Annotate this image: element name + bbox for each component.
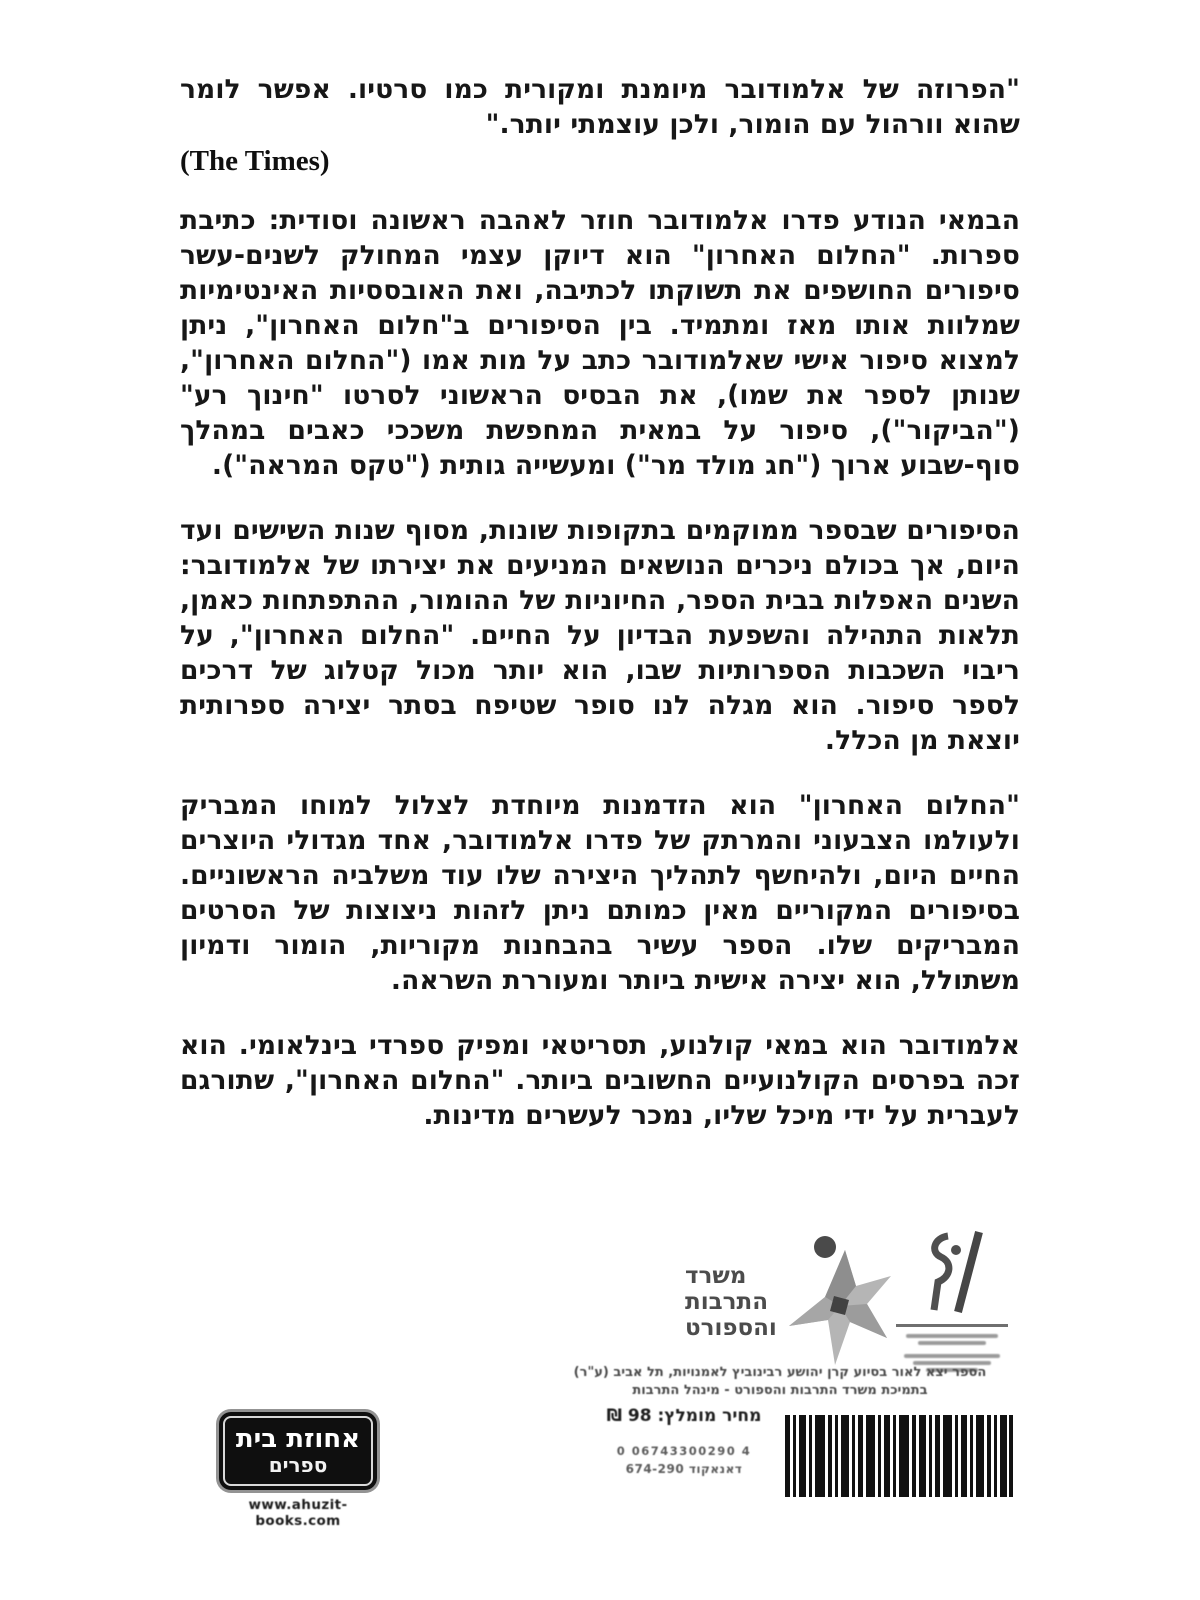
ministry-label-line: משרד	[685, 1263, 747, 1289]
publisher-block	[208, 1412, 388, 1529]
quote-attribution: (The Times)	[180, 145, 330, 177]
foundation-divider	[896, 1324, 1008, 1327]
rabinovich-foundation-logo	[896, 1228, 1008, 1375]
press-quote: "הפרוזה של אלמודובר מיומנת ומקורית כמו סרטיו. אפשר לומר שהוא וורהול עם הומור, ולכן עוצמתי יותר."	[180, 74, 1020, 140]
body-paragraph: אלמודובר הוא במאי קולנוע, תסריטאי ומפיק ספרדי בינלאומי. הוא זכה בפרסים הקולנועיים החשובים ביותר. "החלום האחרון", שתורגם לעברית על ידי מיכל שליו, נמכר לעשרים מדינות.	[180, 1030, 1020, 1131]
ministry-label-line: והספורט	[685, 1315, 777, 1341]
funding-credit	[540, 1364, 1020, 1400]
body-paragraph: הסיפורים שבספר ממוקמים בתקופות שונות, מסוף שנות השישים ועד היום, אך בכולם ניכרים הנושאים המניעים את יצירתו של אלמודובר: השנים האפלות בבית הספר, החיוניות של ההומור, ההתפתחות כאמן, תלאות התהילה והשפעת הבדיון על החיים. "החלום האחרון", על ריבוי השכבות הספרותיות שבו, הוא יותר מכול קטלוג של דרכים לספר סיפור. הוא מגלה לנו סופר שטיפח בסתר יצירה ספרותית יוצאת מן הכלל.	[180, 515, 1020, 756]
small-print-line	[904, 1354, 1000, 1358]
publisher-logo	[219, 1412, 377, 1490]
credit-line: בתמיכת משרד התרבות והספורט - מינהל התרבות	[632, 1383, 928, 1398]
publisher-name: אחוזת בית	[235, 1424, 361, 1454]
body-paragraph: "החלום האחרון" הוא הזדמנות מיוחדת לצלול למוחו המבריק ולעולמו הצבעוני והמרתק של פדרו אלמודובר, אחד מגדולי היוצרים החיים היום, ולהיחשף לתהליך היצירה שלו עוד משלביה הראשוניים. בסיפורים המקוריים מאין כמותם ניתן לזהות ניצוצות של הסרטים המבריקים שלו. הספר עשיר בהבחנות מקוריות, הומור ודמיון משתולל, הוא יצירה אישית ביותר ומעוררת השראה.	[180, 790, 1020, 996]
ministry-logo-label	[685, 1263, 777, 1341]
barcode-number: 0 06743300290 4	[616, 1444, 752, 1458]
star-figure-icon	[781, 1234, 899, 1370]
ministry-of-culture-logo	[685, 1234, 899, 1370]
small-print-line	[906, 1334, 998, 1338]
credit-line: הספר יצא לאור בסיוע קרן יהושע רבינוביץ לאמנויות, תל אביב (ע"ר)	[573, 1365, 987, 1380]
ministry-label-line: התרבות	[685, 1289, 768, 1315]
text-column	[180, 72, 1020, 1163]
publisher-website: www.ahuzit-books.com	[248, 1497, 348, 1529]
price-label: מחיר מומלץ: 98 ₪	[606, 1406, 762, 1426]
price-column	[588, 1406, 780, 1476]
body-paragraph: הבמאי הנודע פדרו אלמודובר חוזר לאהבה ראשונה וסודית: כתיבת ספרות. "החלום האחרון" הוא דיוקן עצמי המחולק לשנים-עשר סיפורים החושפים את תשוקתו לכתיבה, ואת האובססיות האינטימיות שמלוות אותו מאז ומתמיד. בין הסיפורים ב"חלום האחרון", ניתן למצוא סיפור אישי שאלמודובר כתב על מות אמו ("החלום האחרון", שנותן לספר את שמו), את הבסיס הראשוני לסרטו "חינוך רע" ("הביקור"), סיפור על במאית המחפשת משככי כאבים במהלך סוף-שבוע ארוך ("חג מולד מר") ומעשייה גותית ("טקס המראה").	[180, 205, 1020, 481]
danacode-label: דאנאקוד 674-290	[625, 1462, 743, 1476]
foundation-glyph-icon	[896, 1228, 1008, 1320]
small-print-line	[918, 1341, 986, 1345]
logos-row	[180, 1228, 1020, 1363]
publisher-subtitle: ספרים	[268, 1453, 328, 1477]
barcode	[785, 1415, 1013, 1501]
